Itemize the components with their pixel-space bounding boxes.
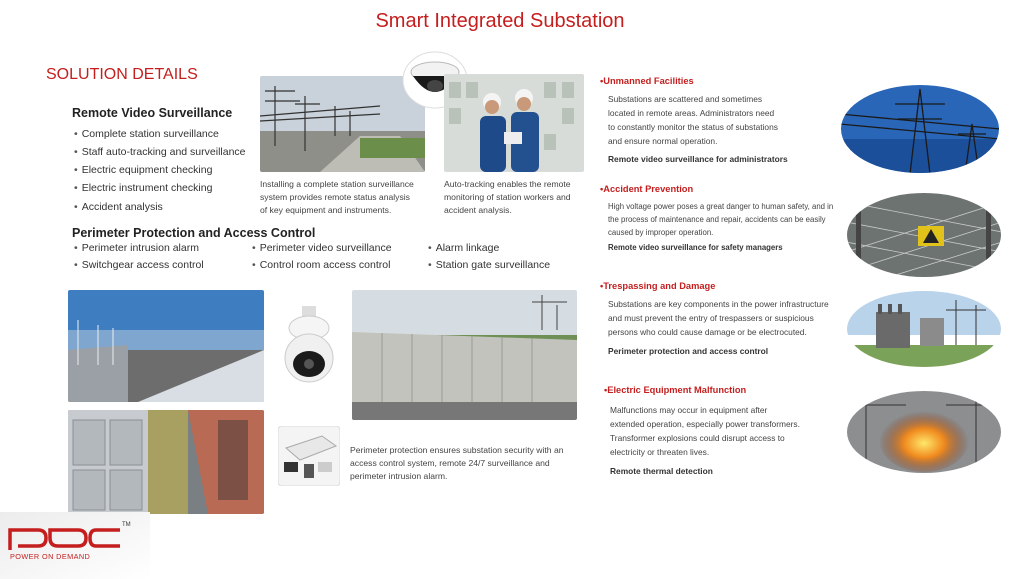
perimeter-item: • Switchgear access control bbox=[74, 259, 204, 271]
section-sub-accident: Remote video surveillance for safety managers bbox=[608, 243, 783, 252]
tracking-caption: Auto-tracking enables the remote monitoring of station workers and accident analysis. bbox=[444, 179, 571, 215]
section-sub-trespassing: Perimeter protection and access control bbox=[608, 346, 769, 356]
remote-item: • Complete station surveillance bbox=[74, 128, 219, 140]
explosion-image bbox=[846, 390, 1002, 474]
remote-item: • Accident analysis bbox=[74, 201, 163, 213]
remote-item: • Electric instrument checking bbox=[74, 182, 213, 194]
perimeter-item: • Control room access control bbox=[252, 259, 391, 271]
remote-heading: Remote Video Surveillance bbox=[72, 106, 233, 120]
logo-tagline: POWER ON DEMAND bbox=[10, 552, 91, 561]
perimeter-item: • Station gate surveillance bbox=[428, 259, 551, 271]
rooftop-photo bbox=[68, 290, 264, 402]
section-sub-malfunction: Remote thermal detection bbox=[610, 466, 713, 476]
perimeter-caption: Perimeter protection ensures substation security with an access control system, remote 24/7 surveillance and perimeter intrusion alarm. bbox=[350, 445, 564, 481]
page-title: Smart Integrated Substation bbox=[375, 10, 625, 32]
station-caption: Installing a complete station surveillance system provides remote status analysis of key equipment and instruments. bbox=[260, 179, 414, 215]
section-body-trespassing: Substations are key components in the power infrastructure and must prevent the entry of trespassers or suspicious persons who could cause damage or be electrocuted. bbox=[608, 299, 829, 337]
perimeter-wall-photo bbox=[352, 290, 577, 420]
section-body-malfunction: Malfunctions may occur in equipment after extended operation, especially power transformers. Transformer explosions could disrupt access to electricity or threaten lives. bbox=[610, 405, 800, 457]
perimeter-item: • Alarm linkage bbox=[428, 242, 500, 254]
workers-photo bbox=[444, 74, 584, 172]
perimeter-item: • Perimeter intrusion alarm bbox=[74, 242, 199, 254]
remote-item: • Electric equipment checking bbox=[74, 164, 213, 176]
transformer-image bbox=[846, 290, 1002, 368]
solution-heading: SOLUTION DETAILS bbox=[46, 66, 198, 83]
power-tower-image bbox=[840, 84, 1000, 174]
remote-item: • Staff auto-tracking and surveillance bbox=[74, 146, 246, 158]
section-heading-unmanned: •Unmanned Facilities bbox=[600, 76, 694, 86]
section-heading-accident: •Accident Prevention bbox=[600, 184, 694, 194]
power-on-demand-logo bbox=[0, 512, 150, 579]
section-body-accident: High voltage power poses a great danger to human safety, and in the process of maintenance and repair, accidents can be easily caused by improper operation. bbox=[608, 202, 834, 237]
section-sub-unmanned: Remote video surveillance for administrators bbox=[608, 154, 788, 164]
trademark: TM bbox=[122, 522, 131, 528]
section-heading-malfunction: •Electric Equipment Malfunction bbox=[604, 385, 747, 395]
ptz-camera-image bbox=[284, 306, 334, 388]
access-control-device-image bbox=[278, 426, 340, 486]
section-heading-trespassing: •Trespassing and Damage bbox=[600, 281, 716, 291]
fence-warning-image bbox=[846, 192, 1002, 278]
perimeter-item: • Perimeter video surveillance bbox=[252, 242, 392, 254]
section-body-unmanned: Substations are scattered and sometimes located in remote areas. Administrators need to constantly monitor the status of substations and ensure normal operation. bbox=[608, 94, 778, 146]
perimeter-heading: Perimeter Protection and Access Control bbox=[72, 226, 316, 240]
control-room-photo bbox=[68, 410, 264, 514]
